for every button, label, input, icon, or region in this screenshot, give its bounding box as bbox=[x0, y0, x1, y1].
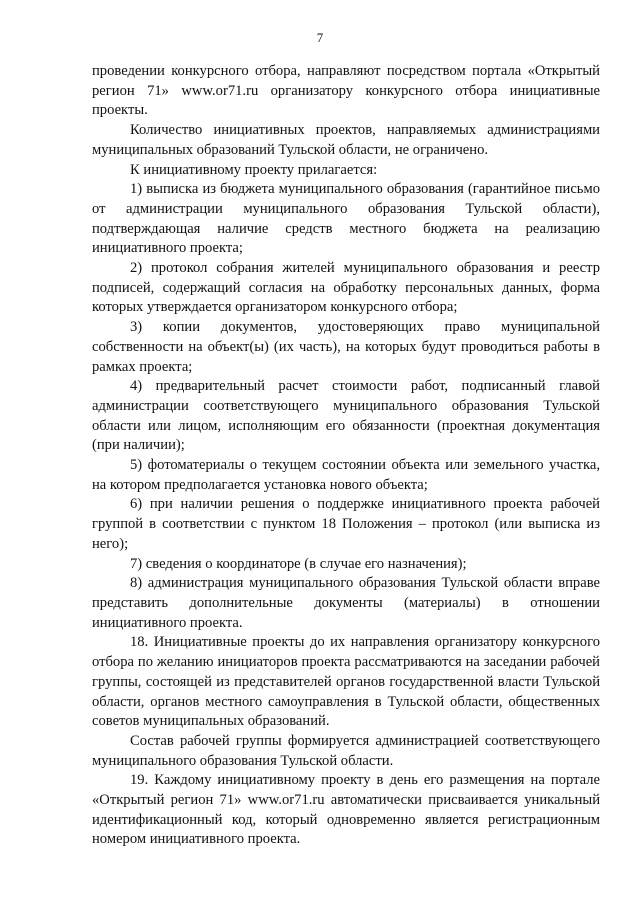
list-item-7: 7) сведения о координаторе (в случае его назначения); bbox=[130, 555, 467, 572]
document-body bbox=[92, 62, 600, 850]
paragraph-project-count: Количество инициативных проектов, направляемых администрациями муниципальных образований Тульской области, не ограничено. bbox=[92, 122, 600, 158]
paragraph-continuation: проведении конкурсного отбора, направляют посредством портала «Открытый регион 71» www.or71.ru организатору конкурсного отбора инициативные проекты. bbox=[92, 63, 600, 119]
paragraph-attachments-intro: К инициативному проекту прилагается: bbox=[130, 161, 378, 178]
list-item-2: 2) протокол собрания жителей муниципального образования и реестр подписей, содержащий согласия на обработку персональных данных, форма которых утверждается организатором конкурсного отбора; bbox=[92, 260, 600, 316]
list-item-5: 5) фотоматериалы о текущем состоянии объекта или земельного участка, на котором предполагается установка нового объекта; bbox=[92, 457, 600, 493]
page-number: 7 bbox=[316, 30, 324, 45]
section-19: 19. Каждому инициативному проекту в день его размещения на портале «Открытый регион 71» www.or71.ru автоматически присваивается уникальный идентификационный код, который одновременно является регистрационным номером инициативного проекта. bbox=[92, 772, 600, 848]
list-item-3: 3) копии документов, удостоверяющих право муниципальной собственности на объект(ы) (их часть), на которых будут проводиться работы в рамках проекта; bbox=[92, 319, 600, 375]
list-item-4: 4) предварительный расчет стоимости работ, подписанный главой администрации соответствующего муниципального образования Тульской области или лицом, исполняющим его обязанности (проектная документация (при наличии); bbox=[92, 378, 600, 454]
section-18: 18. Инициативные проекты до их направления организатору конкурсного отбора по желанию инициаторов проекта рассматриваются на заседании рабочей группы, состоящей из представителей органов государственной власти Тульской области, органов местного самоуправления в Тульской области, общественных советов муниципальных образований. bbox=[92, 634, 600, 730]
list-item-6: 6) при наличии решения о поддержке инициативного проекта рабочей группой в соответствии с пунктом 18 Положения – протокол (или выписка из него); bbox=[92, 496, 600, 552]
paragraph-working-group: Состав рабочей группы формируется администрацией соответствующего муниципального образования Тульской области. bbox=[92, 732, 600, 769]
list-item-8: 8) администрация муниципального образования Тульской области вправе представить дополнительные документы (материалы) в отношении инициативного проекта. bbox=[92, 575, 600, 631]
list-item-1: 1) выписка из бюджета муниципального образования (гарантийное письмо от администрации муниципального образования Тульской области), подтверждающая наличие средств местного бюджета на реализацию инициативного проекта; bbox=[92, 181, 600, 257]
